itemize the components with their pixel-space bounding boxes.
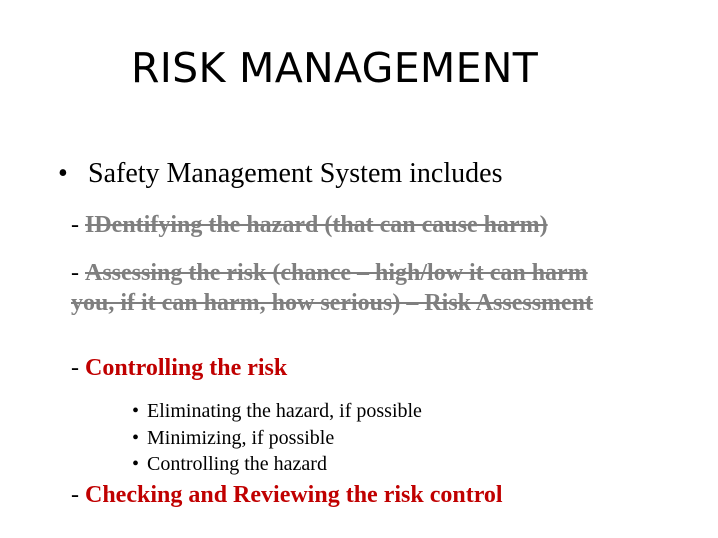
sub-bullet-controlling [132, 453, 327, 476]
sub-bullet-text: Eliminating the hazard, if possible [147, 400, 422, 422]
dash-marker: - [71, 482, 85, 508]
dash-marker: - [71, 355, 85, 381]
item-checking-text: Checking and Reviewing the risk control [85, 482, 503, 508]
item-assessing-line2 [71, 290, 593, 317]
sub-bullet-minimizing [132, 427, 334, 450]
item-assessing-text-1: Assessing the risk (chance – high/low it can harm [85, 260, 588, 286]
item-checking [71, 482, 503, 509]
item-identifying-text: IDentifying the hazard (that can cause harm) [85, 212, 548, 238]
dash-marker: - [71, 212, 85, 238]
main-bullet [58, 158, 502, 190]
sub-bullet-text: Minimizing, if possible [147, 427, 335, 449]
slide-title: RISK MANAGEMENT [131, 44, 539, 92]
dash-marker: - [71, 260, 85, 286]
bullet-marker: • [58, 158, 68, 189]
main-bullet-text: Safety Management System includes [88, 158, 503, 189]
item-controlling-text: Controlling the risk [85, 355, 288, 381]
sub-bullet-marker: • [132, 427, 140, 449]
item-assessing-line1 [71, 260, 588, 287]
sub-bullet-marker: • [132, 400, 140, 422]
sub-bullet-marker: • [132, 453, 140, 475]
sub-bullet-eliminating [132, 400, 422, 423]
item-assessing-text-2: you, if it can harm, how serious) – Risk Assessment [71, 290, 594, 316]
item-identifying [71, 212, 548, 239]
sub-bullet-text: Controlling the hazard [147, 453, 327, 475]
item-controlling [71, 355, 287, 382]
